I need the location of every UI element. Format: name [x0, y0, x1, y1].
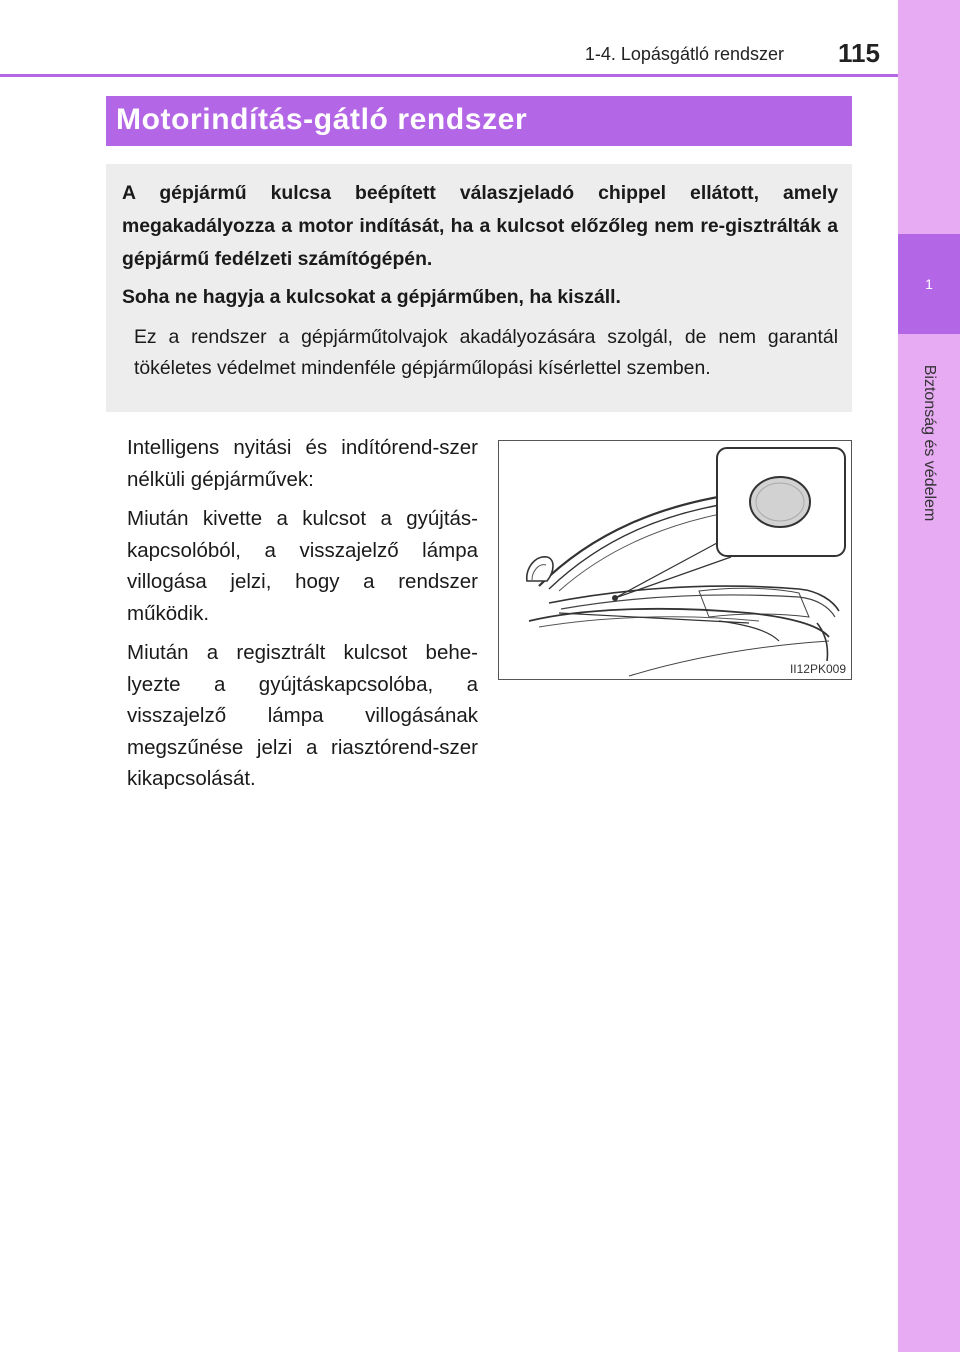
figure-code: II12PK009: [789, 662, 846, 676]
info-note: Ez a rendszer a gépjárműtolvajok akadályozására szolgál, de nem garantál tökéletes védelmet mindenféle gépjárműlopási kísérlettel szemben.: [134, 326, 838, 379]
section-label: Biztonság és védelem: [921, 364, 938, 522]
body-text: [127, 432, 478, 803]
chapter-number: 1: [925, 276, 933, 292]
info-box: [106, 164, 852, 412]
figure-indicator-light: [498, 440, 852, 680]
side-tab: [898, 0, 960, 1352]
car-dashboard-illustration: [499, 441, 850, 678]
header-divider: [0, 74, 898, 77]
body-paragraph-1: Intelligens nyitási és indítórend-szer nélküli gépjárművek:: [127, 436, 478, 491]
body-paragraph-3: Miután a regisztrált kulcsot behe-lyezte a gyújtáskapcsolóba, a visszajelző lámpa villogásának megszűnése jelzi a riasztórend-szer kikapcsolását.: [127, 641, 478, 790]
warning-paragraph: Soha ne hagyja a kulcsokat a gépjárműben, ha kiszáll.: [122, 286, 621, 308]
section-heading: Motorindítás-gátló rendszer: [106, 96, 852, 146]
info-bold-paragraph: A gépjármű kulcsa beépített válaszjeladó chippel ellátott, amely megakadályozza a motor indítását, ha a kulcsot előzőleg nem re-gisztrálták a gépjármű fedélzeti számítógépén.: [122, 182, 838, 270]
body-paragraph-2: Miután kivette a kulcsot a gyújtás-kapcsolóból, a visszajelző lámpa villogása jelzi, hogy a rendszer működik.: [127, 507, 478, 625]
page-number: 115: [838, 38, 880, 68]
running-title: 1-4. Lopásgátló rendszer: [584, 44, 784, 64]
chapter-marker: [898, 234, 960, 334]
